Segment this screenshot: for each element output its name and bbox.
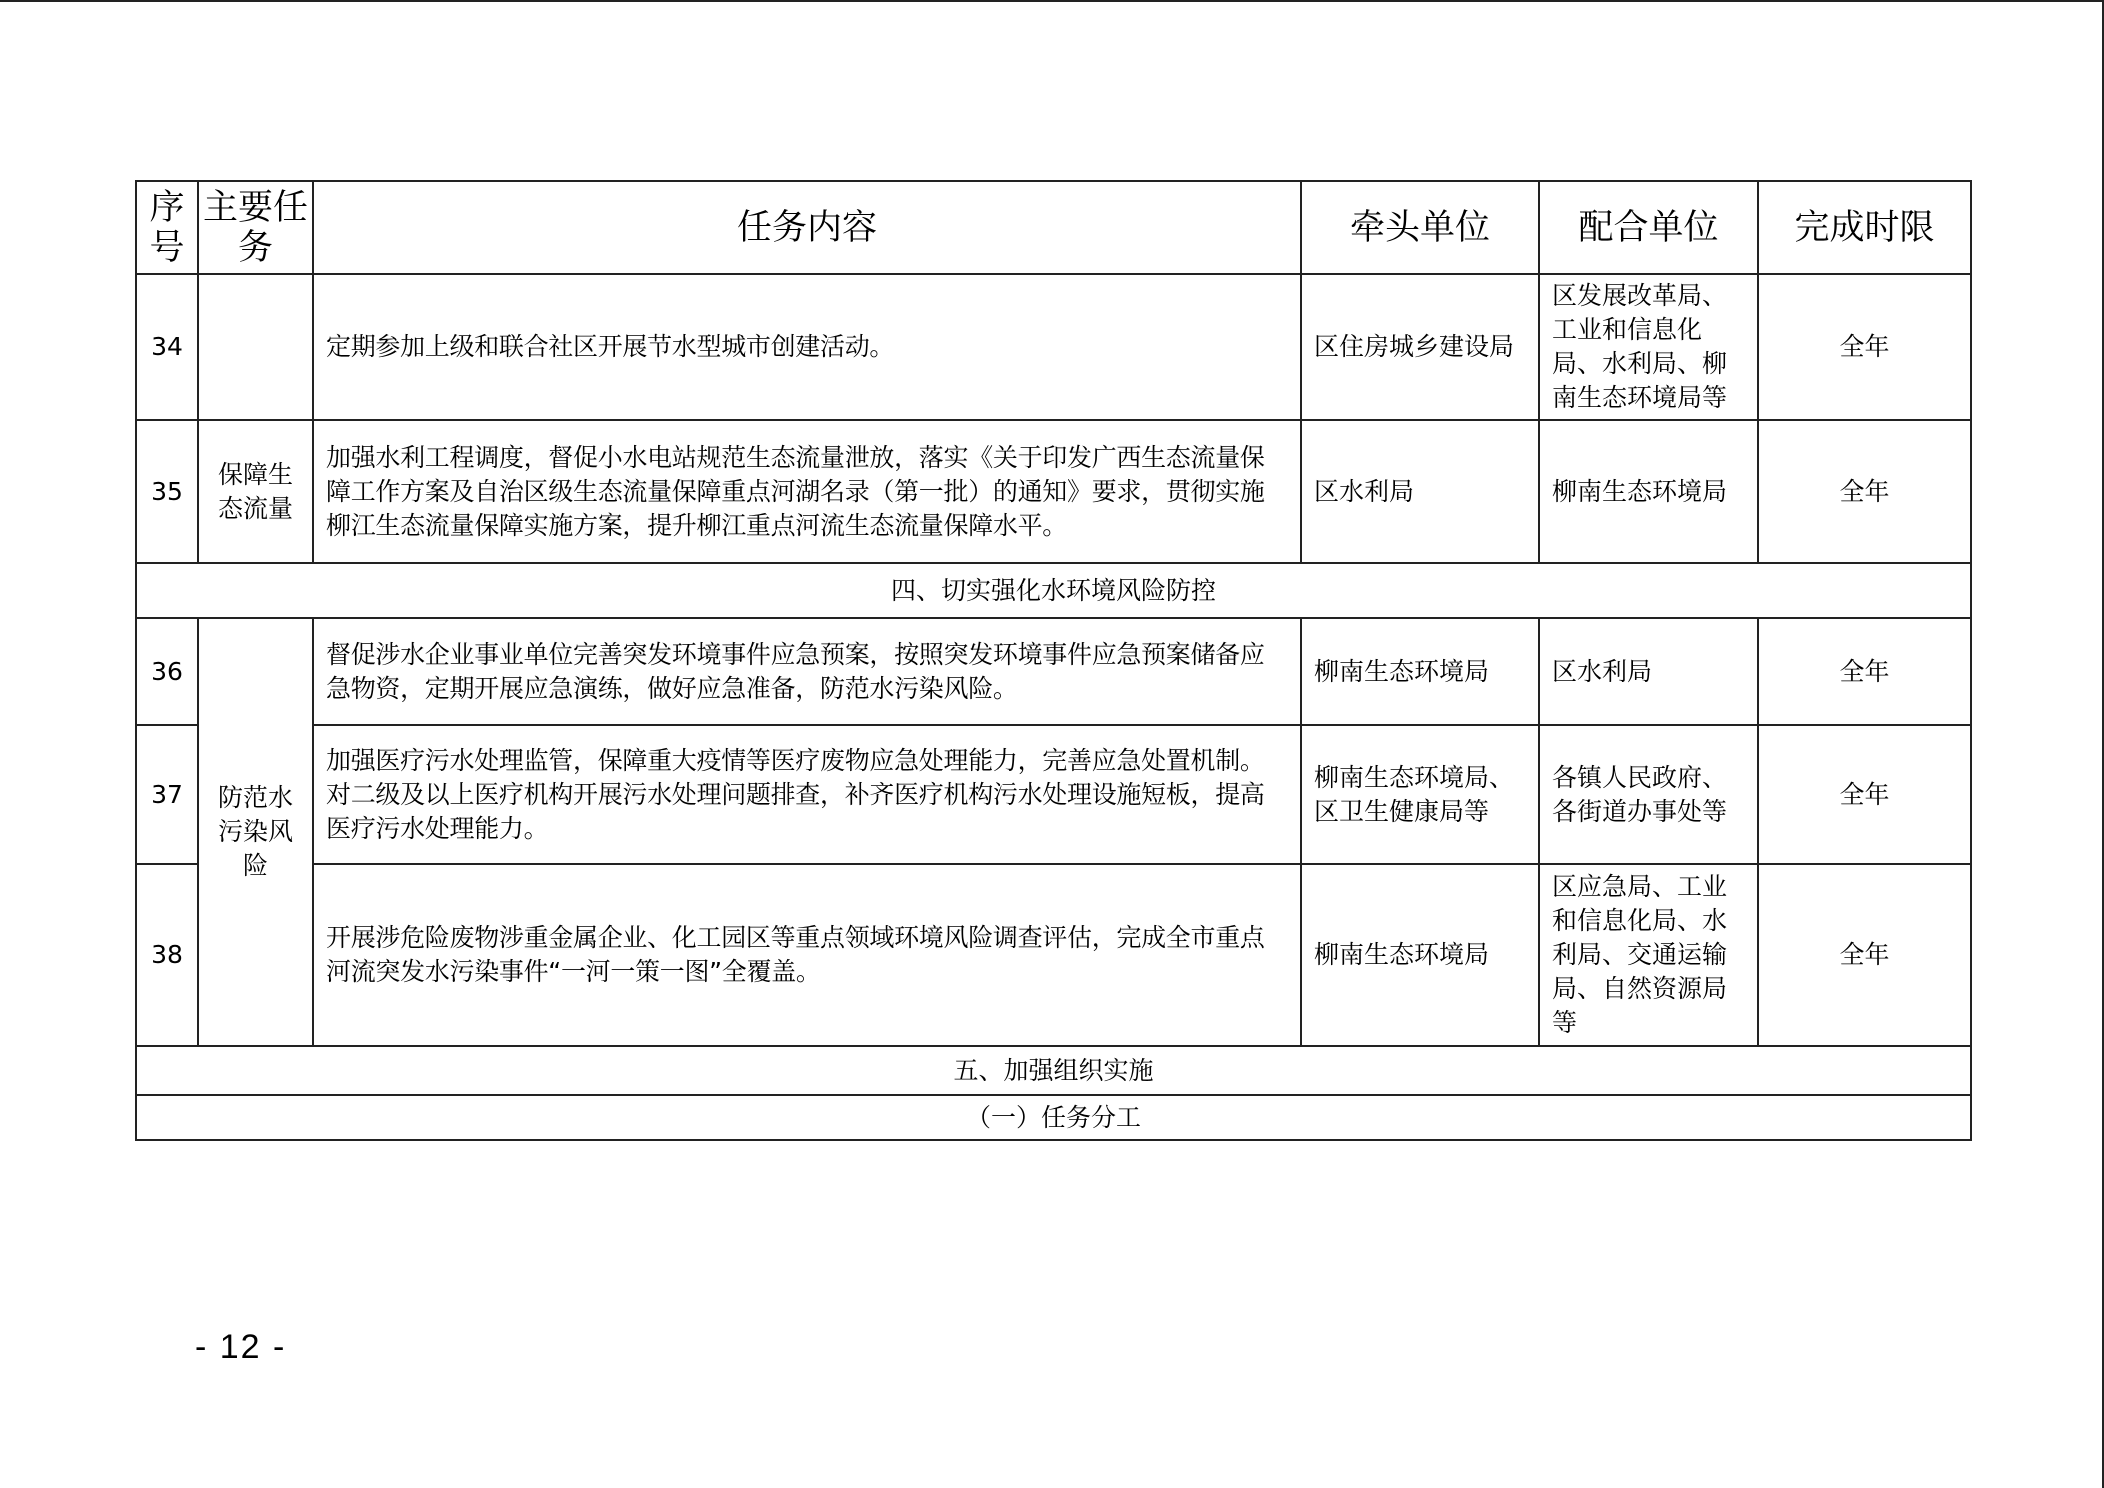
row-lead-unit: 柳南生态环境局 <box>1301 864 1539 1046</box>
row-deadline: 全年 <box>1758 725 1971 864</box>
section-row <box>136 563 1971 618</box>
subsection-heading-5-1: （一）任务分工 <box>136 1095 1971 1140</box>
row-seq: 37 <box>136 725 198 864</box>
row-lead-unit: 柳南生态环境局、区卫生健康局等 <box>1301 725 1539 864</box>
row-lead-unit: 区住房城乡建设局 <box>1301 274 1539 420</box>
row-category: 防范水污染风险 <box>198 618 313 1046</box>
table-header-row <box>136 181 1971 274</box>
row-seq: 34 <box>136 274 198 420</box>
row-deadline: 全年 <box>1758 864 1971 1046</box>
header-seq: 序号 <box>136 181 198 274</box>
row-seq: 36 <box>136 618 198 725</box>
row-content: 定期参加上级和联合社区开展节水型城市创建活动。 <box>313 274 1301 420</box>
row-coop-unit: 各镇人民政府、各街道办事处等 <box>1539 725 1758 864</box>
table-row <box>136 618 1971 725</box>
row-content: 开展涉危险废物涉重金属企业、化工园区等重点领域环境风险调查评估，完成全市重点河流突发水污染事件“一河一策一图”全覆盖。 <box>313 864 1301 1046</box>
section-row <box>136 1095 1971 1140</box>
row-seq: 38 <box>136 864 198 1046</box>
page-number: - 12 - <box>195 1328 287 1366</box>
header-content: 任务内容 <box>313 181 1301 274</box>
section-heading-4: 四、切实强化水环境风险防控 <box>136 563 1971 618</box>
row-seq: 35 <box>136 420 198 563</box>
task-table <box>135 180 1972 1141</box>
row-coop-unit: 区水利局 <box>1539 618 1758 725</box>
row-deadline: 全年 <box>1758 274 1971 420</box>
row-category <box>198 274 313 420</box>
row-content: 加强水利工程调度，督促小水电站规范生态流量泄放，落实《关于印发广西生态流量保障工作方案及自治区级生态流量保障重点河湖名录（第一批）的通知》要求，贯彻实施柳江生态流量保障实施方案，提升柳江重点河流生态流量保障水平。 <box>313 420 1301 563</box>
row-lead-unit: 区水利局 <box>1301 420 1539 563</box>
row-coop-unit: 区应急局、工业和信息化局、水利局、交通运输局、自然资源局等 <box>1539 864 1758 1046</box>
row-category: 保障生态流量 <box>198 420 313 563</box>
table-row <box>136 274 1971 420</box>
table-row <box>136 864 1971 1046</box>
row-deadline: 全年 <box>1758 420 1971 563</box>
row-coop-unit: 区发展改革局、工业和信息化局、水利局、柳南生态环境局等 <box>1539 274 1758 420</box>
section-heading-5: 五、加强组织实施 <box>136 1046 1971 1095</box>
header-lead-unit: 牵头单位 <box>1301 181 1539 274</box>
table-row <box>136 725 1971 864</box>
row-coop-unit: 柳南生态环境局 <box>1539 420 1758 563</box>
header-category: 主要任务 <box>198 181 313 274</box>
row-deadline: 全年 <box>1758 618 1971 725</box>
page-border-top <box>0 0 2104 2</box>
table-row <box>136 420 1971 563</box>
header-coop-unit: 配合单位 <box>1539 181 1758 274</box>
section-row <box>136 1046 1971 1095</box>
row-content: 加强医疗污水处理监管，保障重大疫情等医疗废物应急处理能力，完善应急处置机制。对二级及以上医疗机构开展污水处理问题排查，补齐医疗机构污水处理设施短板，提高医疗污水处理能力。 <box>313 725 1301 864</box>
row-lead-unit: 柳南生态环境局 <box>1301 618 1539 725</box>
row-content: 督促涉水企业事业单位完善突发环境事件应急预案，按照突发环境事件应急预案储备应急物资，定期开展应急演练，做好应急准备，防范水污染风险。 <box>313 618 1301 725</box>
header-deadline: 完成时限 <box>1758 181 1971 274</box>
